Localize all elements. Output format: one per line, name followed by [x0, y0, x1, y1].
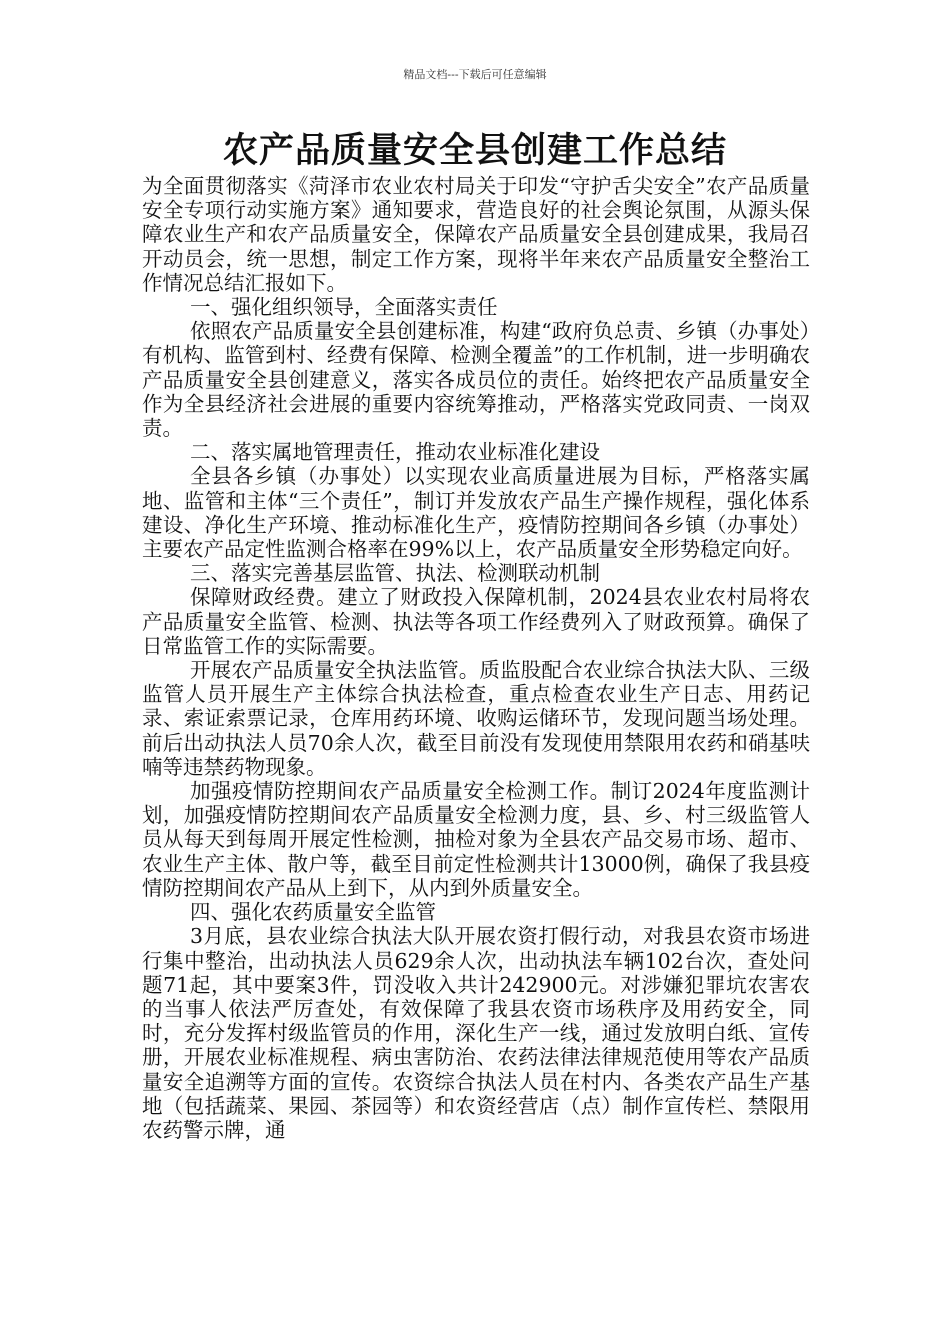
section-3-paragraph-2: 开展农产品质量安全执法监管。质监股配合农业综合执法大队、三级监管人员开展生产主体综合执法检查，重点检查农业生产日志、用药记录、索证索票记录，仓库用药环境、收购运储环节，发现问题当场处理。前后出动执法人员70余人次，截至目前没有发现使用禁限用农药和硝基呋喃等违禁药物现象。 [142, 658, 810, 779]
section-heading-1: 一、强化组织领导，全面落实责任 [190, 295, 498, 320]
document-body [142, 174, 810, 1142]
intro-paragraph: 为全面贯彻落实《菏泽市农业农村局关于印发“守护舌尖安全”农产品质量安全专项行动实施方案》通知要求，营造良好的社会舆论氛围，从源头保障农业生产和农产品质量安全，保障农产品质量安全县创建成果，我局召开动员会，统一思想，制定工作方案，现将半年来农产品质量安全整治工作情况总结汇报如下。 [142, 174, 810, 295]
header-watermark: 精品文档---下载后可任意编辑 [403, 68, 547, 81]
section-2-paragraph-1: 全县各乡镇（办事处）以实现农业高质量进展为目标，严格落实属地、监管和主体“三个责任”，制订并发放农产品生产操作规程，强化体系建设、净化生产环境、推动标准化生产，疫情防控期间各乡镇（办事处）主要农产品定性监测合格率在99%以上，农产品质量安全形势稳定向好。 [142, 464, 810, 562]
section-3-paragraph-3: 加强疫情防控期间农产品质量安全检测工作。制订2024年度监测计划，加强疫情防控期间农产品质量安全检测力度，县、乡、村三级监管人员从每天到每周开展定性检测，抽检对象为全县农产品交易市场、超市、农业生产主体、散户等，截至目前定性检测共计13000例，确保了我县疫情防控期间农产品从上到下，从内到外质量安全。 [142, 779, 810, 900]
section-heading-3: 三、落实完善基层监管、执法、检测联动机制 [190, 561, 600, 586]
section-1-paragraph-1: 依照农产品质量安全县创建标准，构建“政府负总责、乡镇（办事处）有机构、监管到村、经费有保障、检测全覆盖”的工作机制，进一步明确农产品质量安全县创建意义，落实各成员位的责任。始终把农产品质量安全作为全县经济社会进展的重要内容统筹推动，严格落实党政同责、一岗双责。 [142, 319, 810, 441]
section-heading-4: 四、强化农药质量安全监管 [190, 900, 436, 925]
section-3-paragraph-1: 保障财政经费。建立了财政投入保障机制，2024县农业农村局将农产品质量安全监管、检测、执法等各项工作经费列入了财政预算。确保了日常监管工作的实际需要。 [142, 585, 810, 658]
section-heading-2: 二、落实属地管理责任，推动农业标准化建设 [190, 440, 600, 465]
document-title: 农产品质量安全县创建工作总结 [222, 131, 727, 171]
section-4-paragraph-1: 3月底，县农业综合执法大队开展农资打假行动，对我县农资市场进行集中整治，出动执法人员629余人次，出动执法车辆102台次，查处问题71起，其中要案3件，罚没收入共计242900元。对涉嫌犯罪坑农害农的当事人依法严厉查处，有效保障了我县农资市场秩序及用药安全，同时，充分发挥村级监管员的作用，深化生产一线，通过发放明白纸、宣传册，开展农业标准规程、病虫害防治、农药法律法律规范使用等农产品质量安全追溯等方面的宣传。农资综合执法人员在村内、各类农产品生产基地（包括蔬菜、果园、茶园等）和农资经营店（点）制作宣传栏、禁限用农药警示牌，通 [142, 924, 810, 1142]
